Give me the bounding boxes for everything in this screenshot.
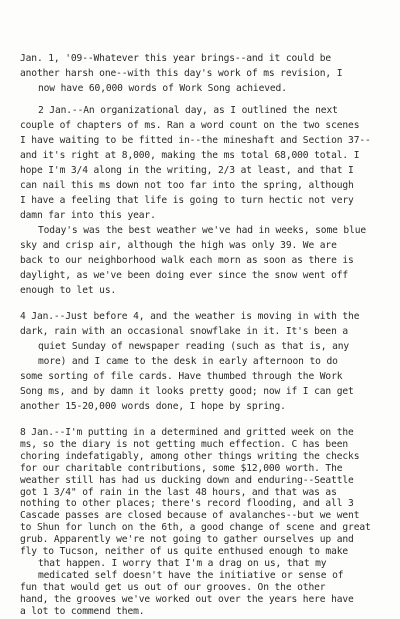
text-line: dark, rain with an occasional snowflake in it. It's been a: [20, 326, 349, 337]
text-line: for our charitable contributions, some $12,000 worth. The: [20, 462, 343, 474]
text-line: enough to let us.: [20, 285, 117, 296]
text-line: fun that would get us out of our grooves. On the other: [20, 581, 326, 593]
text-line: another 15-20,000 words done, I hope by spring.: [20, 401, 286, 412]
text-line: weather still has had us ducking down and enduring--Seattle: [20, 474, 354, 486]
text-line: now have 60,000 words of Work Song achieved.: [38, 83, 287, 94]
text-line: that happen. I worry that I'm a drag on us, that my: [38, 557, 327, 569]
text-line: hand, the grooves we've worked out over the years here have: [20, 593, 354, 605]
text-line: 2 Jan.--An organizational day, as I outlined the next: [38, 105, 338, 116]
text-line: daylight, as we've been doing ever since the snow went off: [20, 270, 349, 281]
text-line: nothing to other places; there's record flooding, and all 3: [20, 498, 354, 510]
text-line: Today's was the best weather we've had in weeks, some blue: [38, 225, 367, 236]
text-line: can nail this ms down not too far into the spring, although: [20, 180, 354, 191]
text-line: medicated self doesn't have the initiative or sense of: [38, 569, 344, 581]
text-line: another harsh one--with this day's work of ms revision, I: [20, 68, 343, 79]
text-line: fly to Tucson, neither of us quite enthused enough to make: [20, 546, 349, 557]
text-line: sky and crisp air, although the high was only 39. We are: [20, 240, 337, 251]
text-line: damn far into this year.: [20, 210, 156, 221]
text-line: couple of chapters of ms. Ran a word count on the two scenes: [20, 120, 360, 131]
text-line: Jan. 1, '09--Whatever this year brings--and it could be: [20, 53, 332, 64]
text-line: more) and I came to the desk in early afternoon to do: [38, 356, 338, 367]
text-line: a lot to commend them.: [20, 605, 145, 617]
text-line: I have a feeling that life is going to turn hectic not very: [20, 195, 354, 206]
text-line: grub. Apparently we're not going to gather ourselves up and: [20, 534, 354, 546]
text-line: some sorting of file cards. Have thumbed through the Work: [20, 371, 343, 382]
text-line: to Shun for lunch on the 6th, a good change of scene and great: [20, 522, 371, 534]
text-line: choring indefatigably, among other things writing the checks: [20, 450, 360, 462]
text-line: Cascade passes are closed because of avalanches--but we went: [20, 510, 360, 522]
text-line: hope I'm 3/4 along in the writing, 2/3 at least, and that I: [20, 165, 354, 176]
text-line: back to our neighborhood walk each morn as soon as there is: [20, 255, 354, 266]
text-line: ms, so the diary is not getting much effection. C has been: [20, 438, 349, 450]
text-line: Song ms, and by damn it looks pretty good; now if I can get: [20, 386, 354, 397]
text-line: 4 Jan.--Just before 4, and the weather is moving in with the: [20, 311, 360, 322]
text-line: quiet Sunday of newspaper reading (such as that is, any: [38, 341, 350, 352]
text-line: I have waiting to be fitted in--the mineshaft and Section 37--: [20, 135, 371, 146]
text-line: got 1 3/4" of rain in the last 48 hours, and that was as: [20, 486, 337, 498]
text-line: and it's right at 8,000, making the ms total 68,000 total. I: [20, 150, 360, 161]
text-line: 8 Jan.--I'm putting in a determined and gritted week on the: [20, 427, 354, 438]
